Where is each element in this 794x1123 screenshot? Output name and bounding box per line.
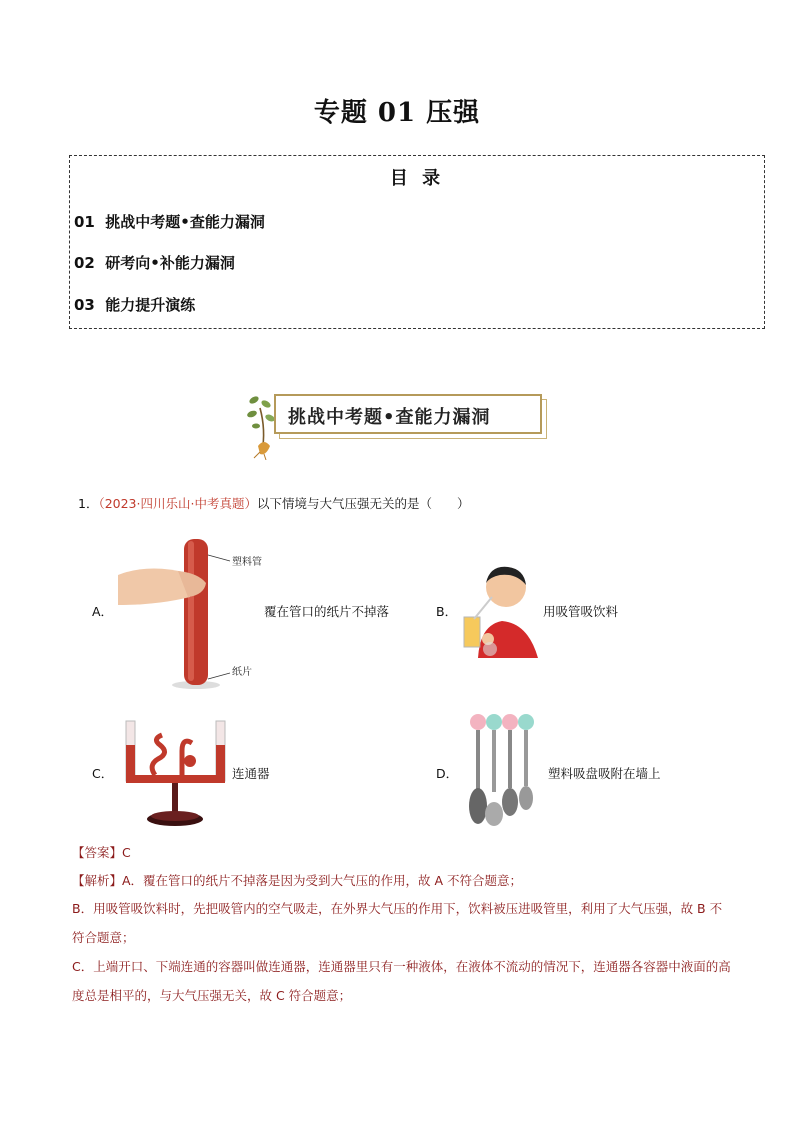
option-d-text: 塑料吸盘吸附在墙上 xyxy=(548,766,661,781)
suction-cup-utensils-image xyxy=(464,710,544,830)
table-of-contents xyxy=(69,155,765,329)
option-a-letter: A． xyxy=(92,604,114,619)
communicating-vessel-image xyxy=(120,715,230,830)
toc-item-number: 01 xyxy=(74,213,95,231)
toc-item-label: 研考向•补能力漏洞 xyxy=(105,254,235,272)
option-d-letter: D． xyxy=(436,766,459,781)
toc-heading: 目 录 xyxy=(389,168,445,189)
page-title: 专题 01 压强 xyxy=(313,98,481,128)
question-stem xyxy=(78,494,469,512)
paper-label: 纸片 xyxy=(232,667,252,678)
toc-item-2[interactable] xyxy=(74,252,235,273)
option-b-text: 用吸管吸饮料 xyxy=(543,604,619,619)
option-a-text: 覆在管口的纸片不掉落 xyxy=(264,604,390,619)
toc-item-number: 02 xyxy=(74,254,95,272)
option-c-text: 连通器 xyxy=(232,766,270,781)
analysis-b: B．用吸管吸饮料时，先把吸管内的空气吸走，在外界大气压的作用下，饮料被压进吸管里，利用了大气压强，故 B 不符合题意； xyxy=(72,901,723,945)
analysis-c: C．上端开口、下端连通的容器叫做连通器，连通器里只有一种液体，在液体不流动的情况下，连通器各容器中液面的高度总是相平的，与大气压强无关，故 C 符合题意； xyxy=(72,959,731,1003)
question-number: 1． xyxy=(78,496,99,511)
question-text: 以下情境与大气压强无关的是（ ） xyxy=(256,496,470,511)
child-drinking-image xyxy=(460,563,540,658)
question-source: （2023·四川乐山·中考真题） xyxy=(98,496,257,511)
analysis-a: 【解析】A．覆在管口的纸片不掉落是因为受到大气压的作用，故 A 不符合题意； xyxy=(72,873,523,888)
section-banner xyxy=(244,390,549,452)
option-c-letter: C． xyxy=(92,766,114,781)
option-b-letter: B． xyxy=(436,604,458,619)
toc-item-label: 能力提升演练 xyxy=(105,296,196,314)
toc-item-number: 03 xyxy=(74,296,95,314)
toc-item-3[interactable] xyxy=(74,294,195,315)
toc-item-label: 挑战中考题•查能力漏洞 xyxy=(105,213,265,231)
toc-item-1[interactable] xyxy=(74,211,265,232)
banner-title: 挑战中考题•查能力漏洞 xyxy=(288,407,491,428)
tube-label: 塑料管 xyxy=(232,557,262,568)
answer-line: 【答案】C xyxy=(72,845,131,860)
